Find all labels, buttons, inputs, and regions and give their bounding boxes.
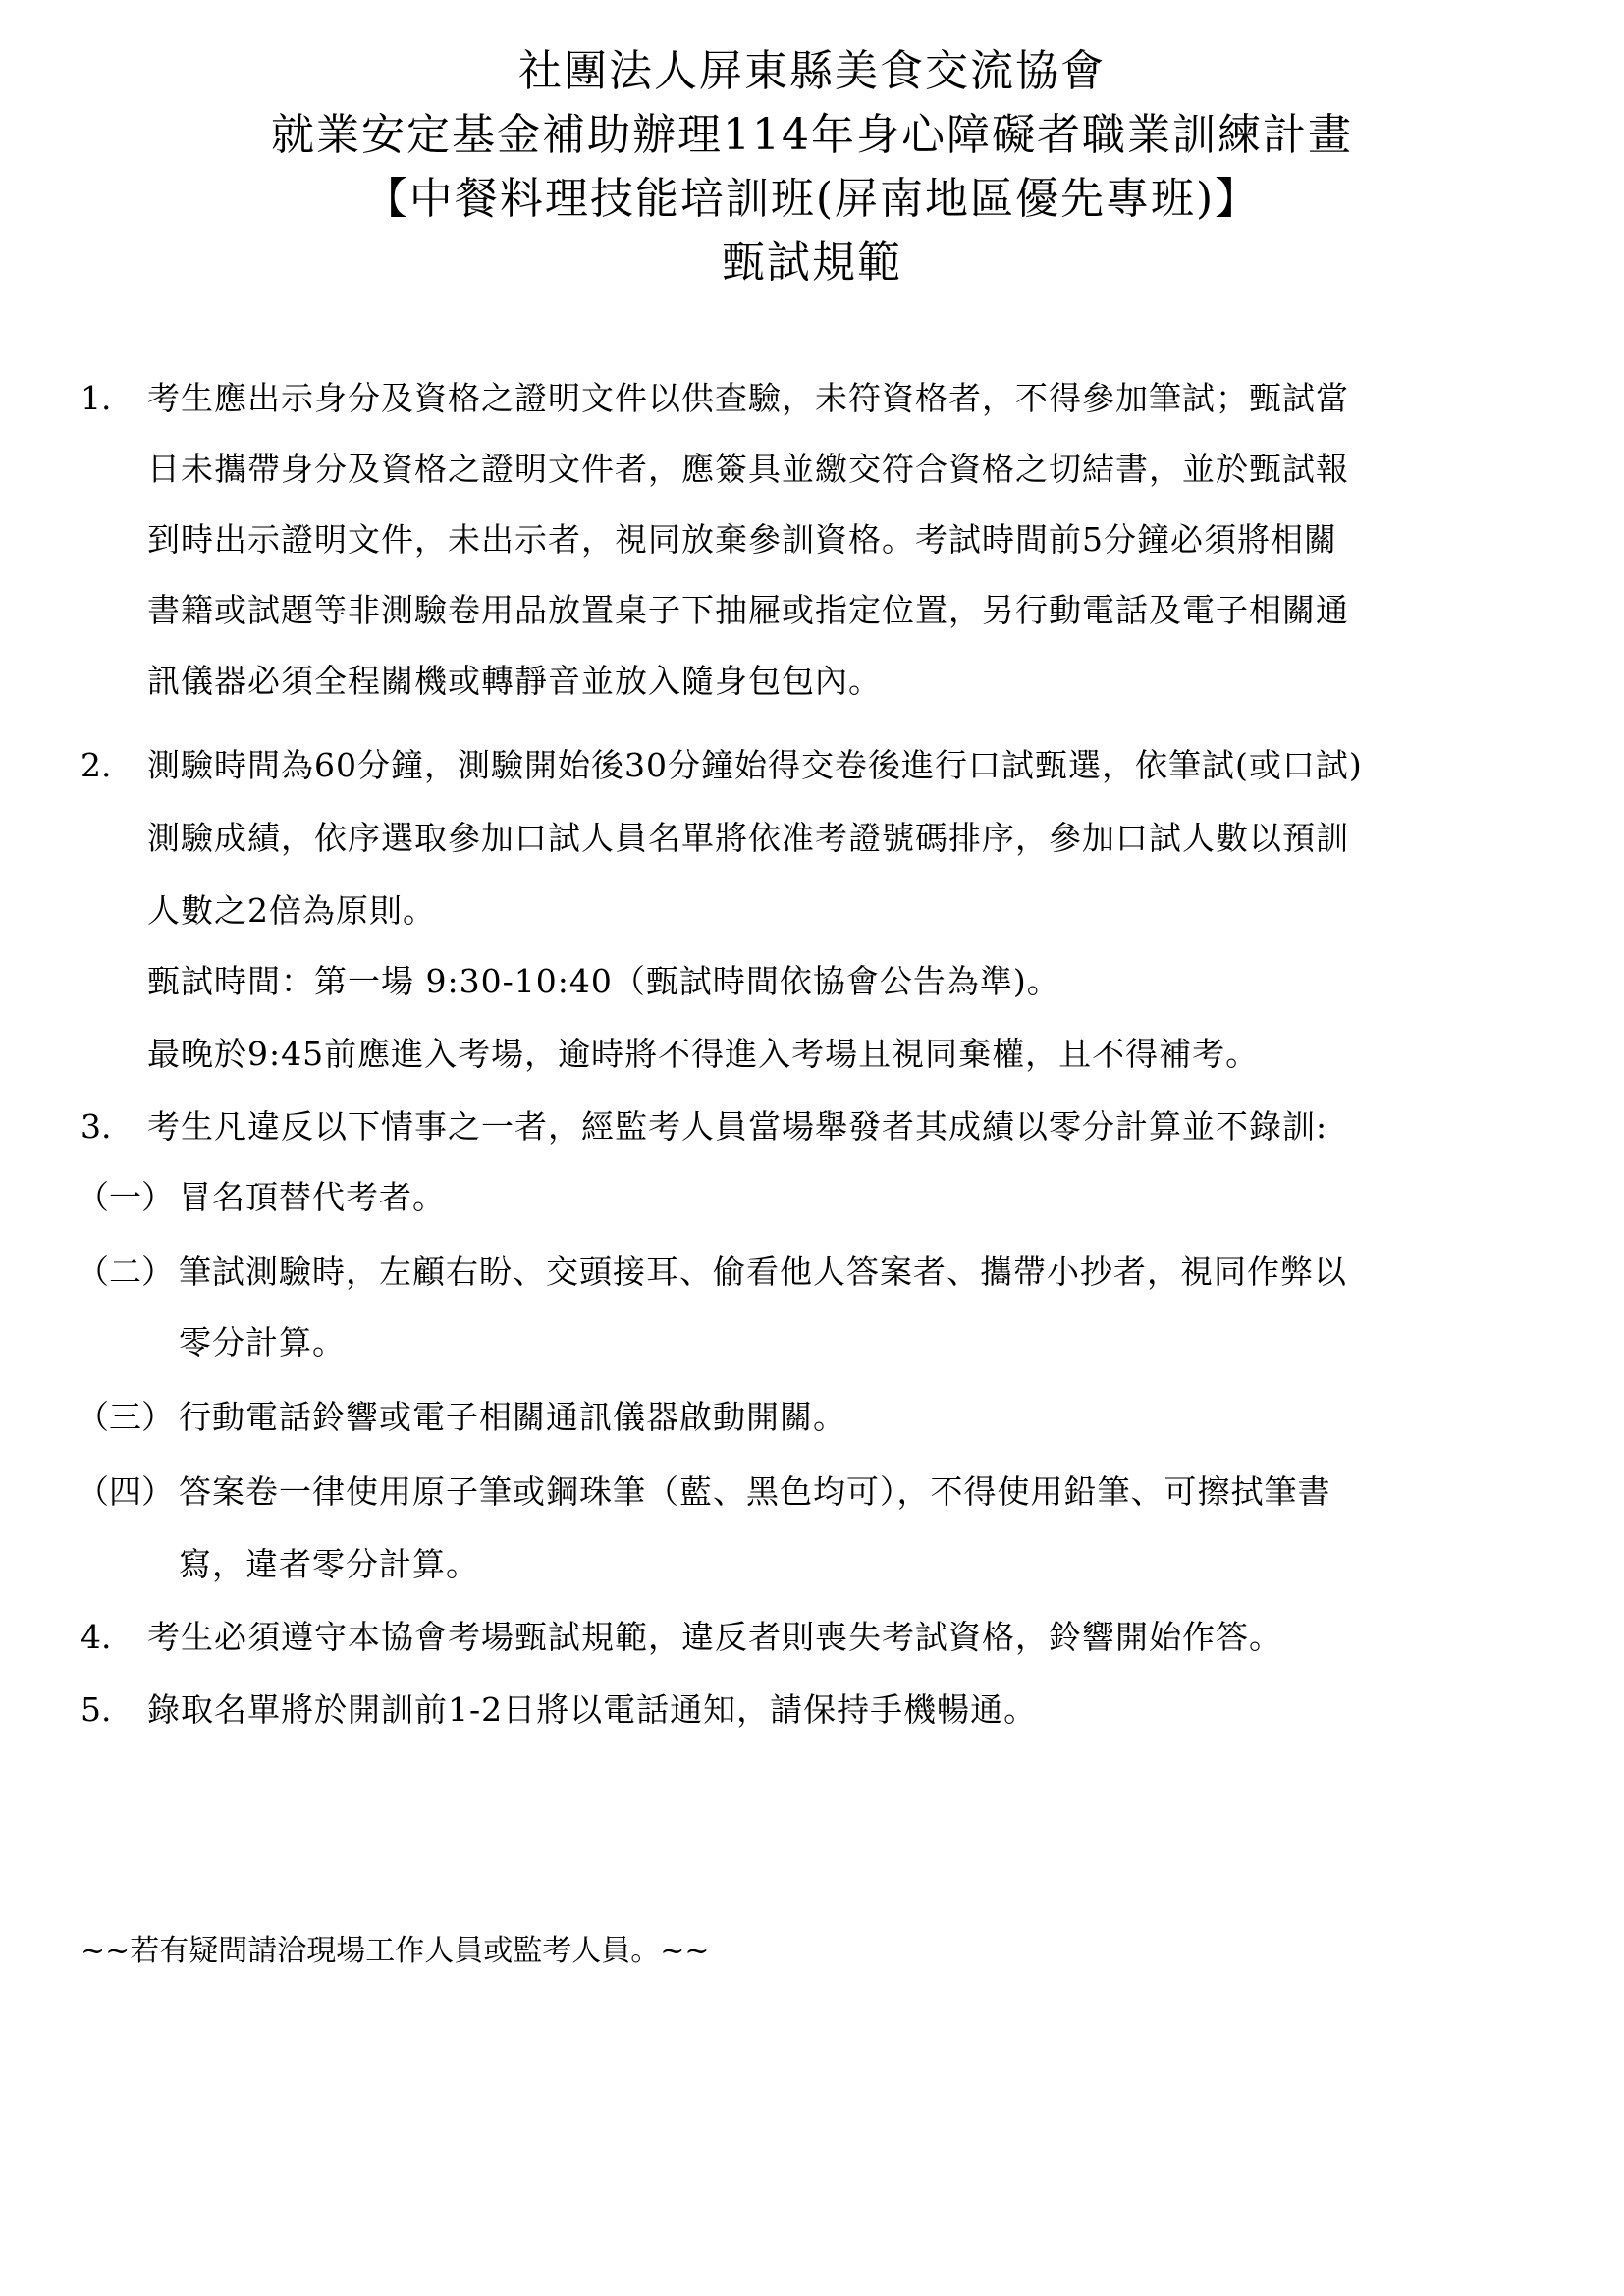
rule-text-line: 錄取名單將於開訓前1-2日將以電話通知，請保持手機暢通。 <box>147 1690 1038 1729</box>
violation-text-line: 冒名頂替代考者。 <box>179 1178 446 1216</box>
exam-time-line: 甄試時間：第一場 9:30-10:40（甄試時間依協會公告為準)。 <box>147 962 1060 1000</box>
document-title: 甄試規範 <box>722 238 902 288</box>
violation-text-line: 答案卷一律使用原子筆或鋼珠筆（藍、黑色均可），不得使用鉛筆、可擦拭筆書 <box>179 1472 1331 1511</box>
violation-text-line: 零分計算。 <box>179 1323 346 1362</box>
violation-number: （一） <box>77 1178 174 1216</box>
violation-number: （四） <box>77 1472 174 1511</box>
rule-number: 5. <box>81 1690 112 1729</box>
violation-text-line: 行動電話鈴響或電子相關通訊儀器啟動開關。 <box>179 1398 846 1436</box>
violation-text-line: 筆試測驗時，左顧右盼、交頭接耳、偷看他人答案者、攜帶小抄者，視同作弊以 <box>179 1253 1347 1291</box>
latest-arrival-line: 最晚於9:45前應進入考場，逾時將不得進入考場且視同棄權，且不得補考。 <box>147 1035 1260 1073</box>
rule-text-line: 書籍或試題等非測驗卷用品放置桌子下抽屜或指定位置，另行動電話及電子相關通 <box>147 591 1349 629</box>
rule-text-line: 考生必須遵守本協會考場甄試規範，違反者則喪失考試資格，鈴響開始作答。 <box>147 1618 1282 1656</box>
program-title: 就業安定基金補助辦理114年身心障礙者職業訓練計畫 <box>271 110 1353 160</box>
class-title: 【中餐料理技能培訓班(屏南地區優先專班)】 <box>363 174 1261 224</box>
rule-number: 2. <box>81 746 112 784</box>
rule-text-line: 考生凡違反以下情事之一者，經監考人員當場舉發者其成績以零分計算並不錄訓: <box>147 1107 1328 1146</box>
rule-number: 1. <box>81 379 112 417</box>
rule-text-line: 日未攜帶身分及資格之證明文件者，應簽具並繳交符合資格之切結書，並於甄試報 <box>147 450 1349 488</box>
footer-note: ~~若有疑問請洽現場工作人員或監考人員。~~ <box>81 1934 710 1968</box>
violation-text-line: 寫，違者零分計算。 <box>179 1545 479 1583</box>
rule-text-line: 到時出示證明文件，未出示者，視同放棄參訓資格。考試時間前5分鐘必須將相關 <box>147 520 1337 559</box>
rule-number: 4. <box>81 1618 112 1656</box>
rule-text-line: 測驗時間為60分鐘，測驗開始後30分鐘始得交卷後進行口試甄選，依筆試(或口試) <box>147 746 1363 784</box>
rule-text-line: 訊儀器必須全程關機或轉靜音並放入隨身包包內。 <box>147 662 882 700</box>
rule-text-line: 人數之2倍為原則。 <box>147 891 436 930</box>
violation-number: （二） <box>77 1253 174 1291</box>
organization-title: 社團法人屏東縣美食交流協會 <box>518 46 1106 96</box>
rule-text-line: 考生應出示身分及資格之證明文件以供查驗，未符資格者，不得參加筆試；甄試當 <box>147 379 1349 417</box>
document-header <box>0 39 1624 294</box>
rule-text-line: 測驗成績，依序選取參加口試人員名單將依准考證號碼排序，參加口試人數以預訓 <box>147 819 1349 857</box>
rule-number: 3. <box>81 1107 112 1146</box>
violation-number: （三） <box>77 1398 174 1436</box>
